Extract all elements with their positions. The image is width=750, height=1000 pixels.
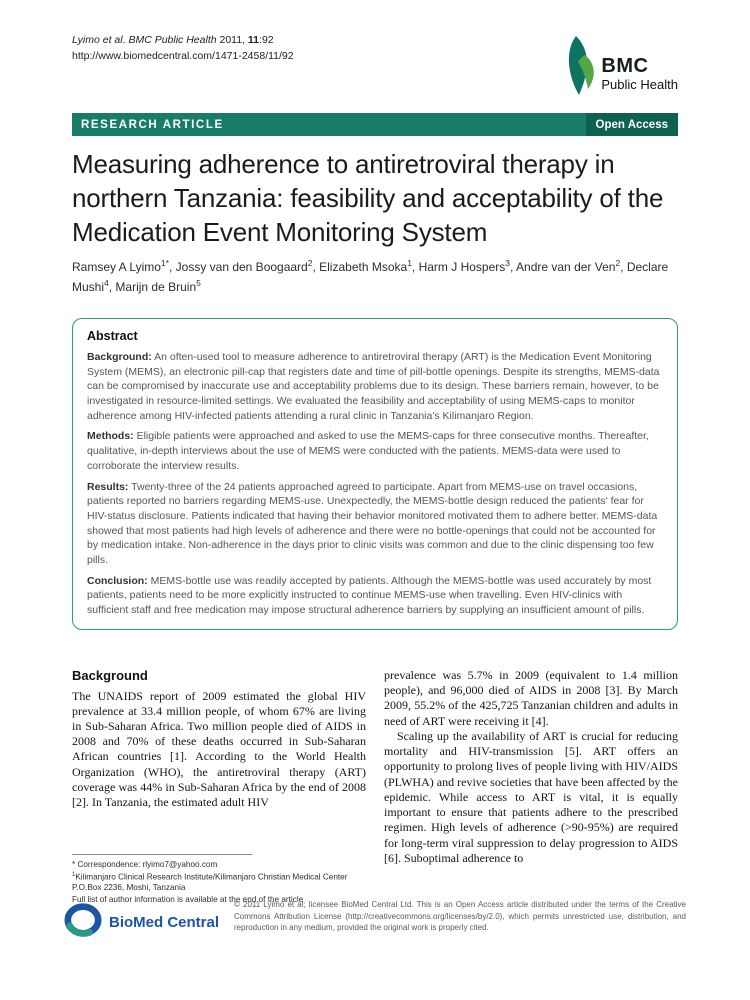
copyright-text: © 2011 Lyimo et al; licensee BioMed Central Ltd. This is an Open Access article distributed under the terms of the Creative Commons Attribution License (http://creativecommons.org/licenses/by/2.0), which permits unrestricted use, distribution, and reproduction in any medium, provided the original work is properly cited. [234,900,686,933]
biomedcentral-logo-text [109,915,219,930]
bmc-logo-journal: Public Health [601,77,678,92]
citation-pages: :92 [259,34,274,46]
citation-separator: . [122,34,129,46]
citation-line [72,33,294,49]
author: Harm J Hospers$^3$, [418,258,517,274]
bmc-logo [554,35,678,102]
abstract-box [72,318,678,630]
biomedcentral-logo [64,897,222,944]
biomedcentral-logo-word-central: Central [163,914,220,931]
abstract-results [87,480,663,568]
abstract-section-label: Conclusion: [87,574,148,587]
bmc-logo-text [601,55,678,93]
section-heading-background: Background [72,668,148,683]
article-body [72,668,678,866]
abstract-section-text: An often-used tool to measure adherence to antiretroviral therapy (ART) is the Medication Event Monitoring System (MEMS), an electronic pill-cap that registers date and time of pill-bottle openings. Despite its strengths, MEMS-data can be compromised by inaccurate use and acceptability problems due to its design. These barriers remain, however, to be investigated in resource-limited settings. We evaluated the feasibility and acceptability of using MEMS-caps to monitor adherence among HIV-infected patients attending a rural clinic in Tanzania's Kilimanjaro Region. [87,351,660,422]
citation-url: http://www.biomedcentral.com/1471-2458/11/92 [72,49,294,62]
article-type-label: RESEARCH ARTICLE [81,118,224,131]
citation-journal: BMC Public Health [128,34,220,46]
body-paragraph: The UNAIDS report of 2009 estimated the global HIV prevalence at 33.4 million people, of whom 67% are living in Sub-Saharan Africa. Two million people died of AIDS in 2008 and 70% of these deaths occurred in Sub-Saharan African countries [1]. According to the World Health Organization (WHO), the antiretroviral therapy (ART) coverage was 44% in Sub-Saharan Africa by the end of 2008 [2]. In Tanzania, the estimated adult HIV [72,688,366,810]
page-header [72,33,680,102]
body-column-right [384,668,678,866]
citation-authors: Lyimo [72,34,103,46]
affiliation-superscript: 1 [72,871,76,878]
abstract-section-label: Background: [87,351,152,363]
citation-year: 2011, [219,34,248,46]
abstract-section-text: MEMS-bottle use was readily accepted by patients. Although the MEMS-bottle was used accurately by most patients, patients need to be more explicitly instructed to continue MEMS-use when travelling. Even HIV-clinics with sufficient staff and free medication may impose structural adherence barriers by supplying an insufficient amount of pills. [87,574,652,616]
author-list [72,257,684,296]
bmc-logo-acronym: BMC [601,55,649,77]
affiliation-text: Kilimanjaro Clinical Research Institute/Kilimanjaro Christian Medical Center P.O.Box 2236, Moshi, Tanzania [72,872,348,893]
body-paragraph: prevalence was 5.7% in 2009 (equivalent to 1.4 million people), and 96,000 died of AIDS in 2008 [3]. By March 2009, 55.2% of the 425,725 Tanzanian children and adults in need of ART were receiving it [4]. [384,668,678,728]
body-paragraph: Scaling up the availability of ART is crucial for reducing mortality and HIV-transmission [5]. ART offers an opportunity to prolong lives of people living with HIV/AIDS (PLWHA) and revive societies that have been affected by the epidemic. While access to ART is vital, it is equally important to ensure that patients adhere to the prescribed regimen. High levels of adherence (>90-95%) are required for long-term viral suppression to delay progression to AIDS [6]. Suboptimal adherence to [384,728,678,865]
article-title: Measuring adherence to antiretroviral therapy in northern Tanzania: feasibility and acceptability of the Medication Event Monitoring System [72,149,664,247]
biomedcentral-logo-icon [64,901,102,944]
biomedcentral-logo-word-biomed: BioMed [109,914,164,931]
affiliation-note [72,872,372,894]
bmc-swoosh-icon [554,35,596,102]
abstract-conclusion [87,574,663,618]
abstract-methods [87,429,663,473]
open-access-badge: Open Access [586,113,678,136]
page-footer [64,894,686,944]
article-type-banner [72,113,678,136]
abstract-heading: Abstract [87,329,138,343]
footnote-divider [72,854,252,855]
abstract-section-label: Methods: [87,430,134,443]
author: Declare Mushi$^4$, [72,260,669,294]
abstract-section-text: Twenty-three of the 24 patients approached agreed to participate. Apart from MEMS-use on travel occasions, patients reported no barriers regarding MEMS-use. Unexpectedly, the MEMS-bottle design reduced the patients' fear for HIV-status disclosure. Patients indicated that having their behavior monitored motivated them to adhere better. MEMS-data showed that most patients had high levels of adherence and there were no bottle-openings that could not be accounted for by medication intake. Non-adherence in the days prior to clinic visits was common and due to the clinic dispensing too few pills. [87,480,658,566]
author: Andre van der Ven$^2$, [516,258,627,274]
correspondence-note: * Correspondence: rlyimo7@yahoo.com [72,860,218,869]
author: Jossy van den Boogaard$^2$, [175,258,320,274]
abstract-background [87,350,663,423]
author-info-note: Full list of author information is available at the end of the article [72,894,304,904]
citation [72,33,294,102]
author: Ramsey A Lyimo$^{1*}$, [72,258,176,274]
citation-etal: et al [102,34,123,46]
abstract-section-label: Results: [87,480,129,493]
body-column-left [72,668,366,866]
author: Marijn de Bruin$^5$ [115,277,201,294]
author: Elizabeth Msoka$^1$, [319,258,419,274]
citation-volume: 11 [247,34,260,46]
abstract-section-text: Eligible patients were approached and asked to use the MEMS-caps for three consecutive months. Thereafter, qualitative, in-depth interviews about the use of MEMS were conducted with the patients. MEMS-data were used to corroborate the interview results. [87,430,649,472]
